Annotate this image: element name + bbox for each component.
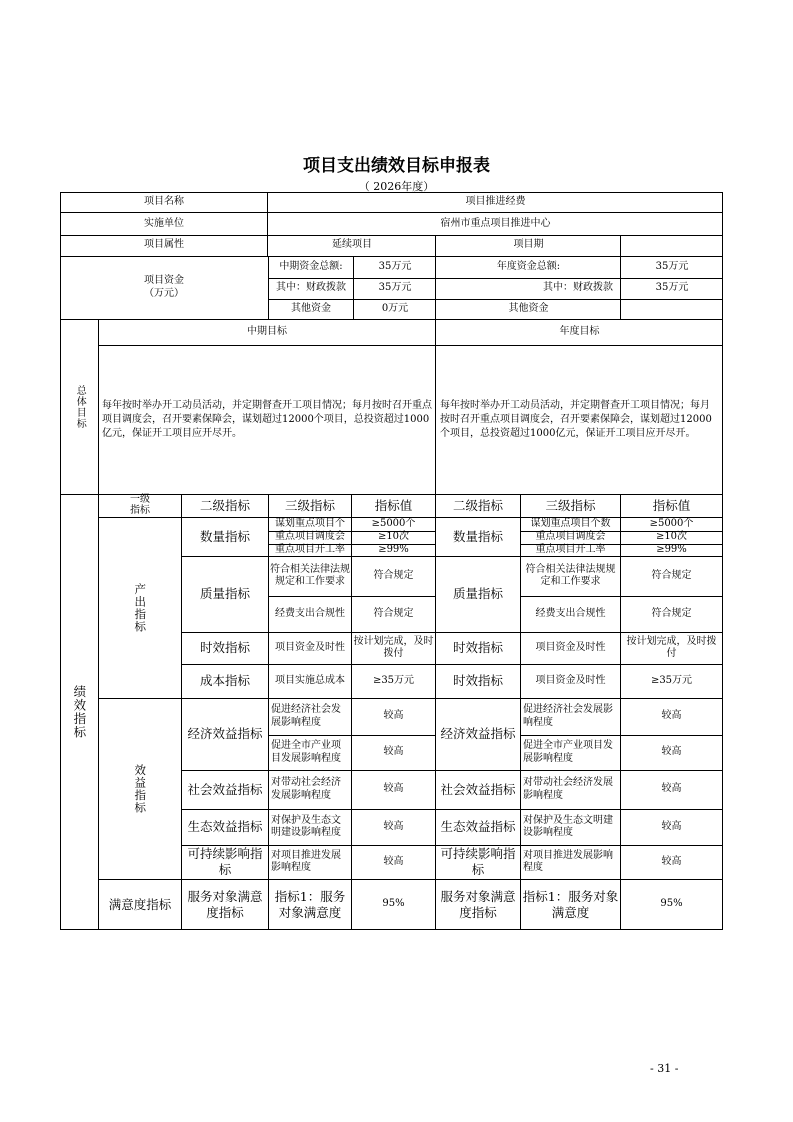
time-mid-value: 按计划完成，及时拨付 bbox=[353, 635, 434, 659]
econ-label: 经济效益指标 bbox=[187, 726, 263, 742]
quantity-label-annual: 数量指标 bbox=[452, 528, 503, 544]
ql2-mid-value: 符合规定 bbox=[373, 607, 414, 619]
satisfaction-l2-annual: 服务对象满意度指标 bbox=[440, 888, 516, 920]
cost-mid-value: ≥35万元 bbox=[372, 674, 415, 686]
ql2-mid: 经费支出合规性 bbox=[275, 607, 345, 619]
performance-table bbox=[60, 192, 723, 930]
satisfaction-value-annual: 95% bbox=[660, 898, 683, 910]
annual-other-label: 其他资金 bbox=[508, 302, 549, 314]
header-level2-annual: 二级指标 bbox=[452, 497, 503, 513]
social-label: 社会效益指标 bbox=[187, 781, 263, 797]
social-mid: 对带动社会经济发展影响程度 bbox=[271, 777, 341, 801]
social-label-annual: 社会效益指标 bbox=[440, 781, 516, 797]
ql2-annual-value: 符合规定 bbox=[651, 607, 692, 619]
quality-label: 质量指标 bbox=[199, 586, 250, 602]
q3-annual: 重点项目开工率 bbox=[535, 543, 606, 555]
econ2-annual-value: 较高 bbox=[661, 746, 682, 758]
fund-label: 项目资金 （万元） bbox=[144, 275, 184, 299]
annual-fiscal-label: 其中：财政拨款 bbox=[543, 282, 613, 294]
cost-annual-value: ≥35万元 bbox=[650, 674, 693, 686]
eco-annual-value: 较高 bbox=[661, 820, 682, 832]
time-annual: 项目资金及时性 bbox=[535, 641, 606, 653]
ql1-mid-value: 符合规定 bbox=[373, 569, 414, 581]
q1-annual: 谋划重点项目个数 bbox=[530, 517, 611, 529]
attr-label: 项目属性 bbox=[144, 239, 184, 251]
econ2-annual: 促进全市产业项目发展影响程度 bbox=[523, 740, 613, 764]
q1-mid-value: ≥5000个 bbox=[371, 517, 416, 529]
mid-goal-header: 中期目标 bbox=[247, 325, 287, 337]
ql2-annual: 经费支出合规性 bbox=[535, 607, 606, 619]
eco-mid: 对保护及生态文明建设影响程度 bbox=[271, 814, 341, 838]
mid-total-value: 35万元 bbox=[378, 260, 412, 272]
eco-annual: 对保护及生态文明建设影响程度 bbox=[523, 814, 613, 838]
satisfaction-l3-annual: 指标1：服务对象满意度 bbox=[522, 888, 619, 920]
annual-total-label: 年度资金总额: bbox=[496, 260, 561, 272]
social-annual-value: 较高 bbox=[661, 783, 682, 795]
time-mid: 项目资金及时性 bbox=[275, 641, 345, 653]
cost-label-annual: 时效指标 bbox=[452, 673, 503, 689]
annual-other-value bbox=[621, 299, 723, 319]
page-title: 项目支出绩效目标申报表 bbox=[303, 156, 490, 176]
performance-label: 绩效指标 bbox=[71, 685, 87, 739]
header-level3-annual: 三级指标 bbox=[545, 497, 596, 513]
cost-mid: 项目实施总成本 bbox=[275, 674, 345, 686]
q3-mid-value: ≥99% bbox=[378, 543, 409, 555]
satisfaction-value: 95% bbox=[382, 898, 405, 910]
time-label-annual: 时效指标 bbox=[452, 640, 503, 656]
annual-total-value: 35万元 bbox=[655, 260, 689, 272]
mid-fiscal-value: 35万元 bbox=[378, 282, 412, 294]
benefit-label: 效益指标 bbox=[133, 763, 148, 814]
period-value bbox=[621, 235, 723, 256]
mid-other-value: 0万元 bbox=[381, 302, 409, 314]
eco-mid-value: 较高 bbox=[383, 820, 404, 832]
unit-value: 宿州市重点项目推进中心 bbox=[440, 217, 551, 229]
quality-label-annual: 质量指标 bbox=[452, 586, 503, 602]
ql1-annual: 符合相关法律法规规定和工作要求 bbox=[525, 563, 616, 587]
time-annual-value: 按计划完成，及时拨付 bbox=[626, 635, 717, 659]
econ1-mid: 促进经济社会发展影响程度 bbox=[271, 704, 341, 728]
page-number: - 31 - bbox=[650, 1062, 679, 1075]
header-value-annual: 指标值 bbox=[652, 497, 691, 513]
eco-label: 生态效益指标 bbox=[187, 819, 263, 835]
quantity-label: 数量指标 bbox=[199, 528, 250, 544]
econ1-mid-value: 较高 bbox=[383, 710, 404, 722]
project-name-label: 项目名称 bbox=[144, 196, 184, 208]
ql1-mid: 符合相关法律法规规定和工作要求 bbox=[270, 563, 350, 587]
output-label: 产出指标 bbox=[133, 582, 148, 633]
q3-annual-value: ≥99% bbox=[656, 543, 687, 555]
q2-mid: 重点项目调度会 bbox=[275, 531, 345, 543]
econ1-annual-value: 较高 bbox=[661, 710, 682, 722]
annual-fiscal-value: 35万元 bbox=[655, 282, 689, 294]
eco-label-annual: 生态效益指标 bbox=[440, 819, 516, 835]
unit-label: 实施单位 bbox=[144, 217, 184, 229]
q2-annual-value: ≥10次 bbox=[655, 531, 688, 543]
sustain-annual-value: 较高 bbox=[661, 855, 682, 867]
q1-annual-value: ≥5000个 bbox=[649, 517, 694, 529]
q3-mid: 重点项目开工率 bbox=[275, 543, 345, 555]
ql1-annual-value: 符合规定 bbox=[651, 569, 692, 581]
attr-value: 延续项目 bbox=[332, 239, 372, 251]
econ1-annual: 促进经济社会发展影响程度 bbox=[523, 704, 613, 728]
cost-annual: 项目资金及时性 bbox=[535, 674, 606, 686]
q2-annual: 重点项目调度会 bbox=[535, 531, 606, 543]
econ2-mid-value: 较高 bbox=[383, 746, 404, 758]
sustain-label: 可持续影响指标 bbox=[187, 846, 263, 877]
header-value: 指标值 bbox=[374, 497, 413, 513]
sustain-mid: 对项目推进发展影响程度 bbox=[271, 849, 341, 873]
social-annual: 对带动社会经济发展影响程度 bbox=[523, 777, 613, 801]
header-level2: 二级指标 bbox=[199, 497, 250, 513]
overall-goal-label: 总体目标 bbox=[74, 384, 86, 429]
time-label: 时效指标 bbox=[199, 640, 250, 656]
satisfaction-label: 满意度指标 bbox=[108, 896, 172, 912]
header-level1: 一级 指标 bbox=[130, 494, 150, 516]
sustain-label-annual: 可持续影响指标 bbox=[440, 846, 516, 877]
q1-mid: 谋划重点项目个 bbox=[275, 517, 345, 529]
period-label: 项目期 bbox=[513, 239, 544, 251]
mid-goal-text: 每年按时举办开工动员活动，并定期督查开工项目情况；每月按时召开重点项目调度会，召开要素保障会，谋划超过12000个项目，总投资超过1000亿元，保证开工项目应开尽开。 bbox=[102, 399, 432, 439]
sustain-annual: 对项目推进发展影响程度 bbox=[523, 849, 613, 873]
mid-total-label: 中期资金总额: bbox=[279, 260, 343, 272]
satisfaction-l2: 服务对象满意度指标 bbox=[187, 888, 263, 920]
satisfaction-l3: 指标1：服务对象满意度 bbox=[274, 888, 346, 920]
report-year: （ 2026年度） bbox=[358, 180, 435, 193]
header-level3: 三级指标 bbox=[284, 497, 335, 513]
annual-goal-text: 每年按时举办开工动员活动，并定期督查开工项目情况；每月按时召开重点项目调度会，召开要素保障会，谋划超过12000个项目，总投资超过1000亿元，保证开工项目应开尽开。 bbox=[440, 399, 712, 439]
mid-other-label: 其他资金 bbox=[291, 302, 331, 314]
social-mid-value: 较高 bbox=[383, 783, 404, 795]
econ2-mid: 促进全市产业项目发展影响程度 bbox=[271, 740, 341, 764]
econ-label-annual: 经济效益指标 bbox=[440, 726, 516, 742]
project-name-value: 项目推进经费 bbox=[465, 196, 526, 208]
mid-fiscal-label: 其中：财政拨款 bbox=[276, 282, 346, 294]
cost-label: 成本指标 bbox=[199, 673, 250, 689]
annual-goal-header: 年度目标 bbox=[559, 325, 600, 337]
q2-mid-value: ≥10次 bbox=[377, 531, 410, 543]
sustain-mid-value: 较高 bbox=[383, 855, 404, 867]
